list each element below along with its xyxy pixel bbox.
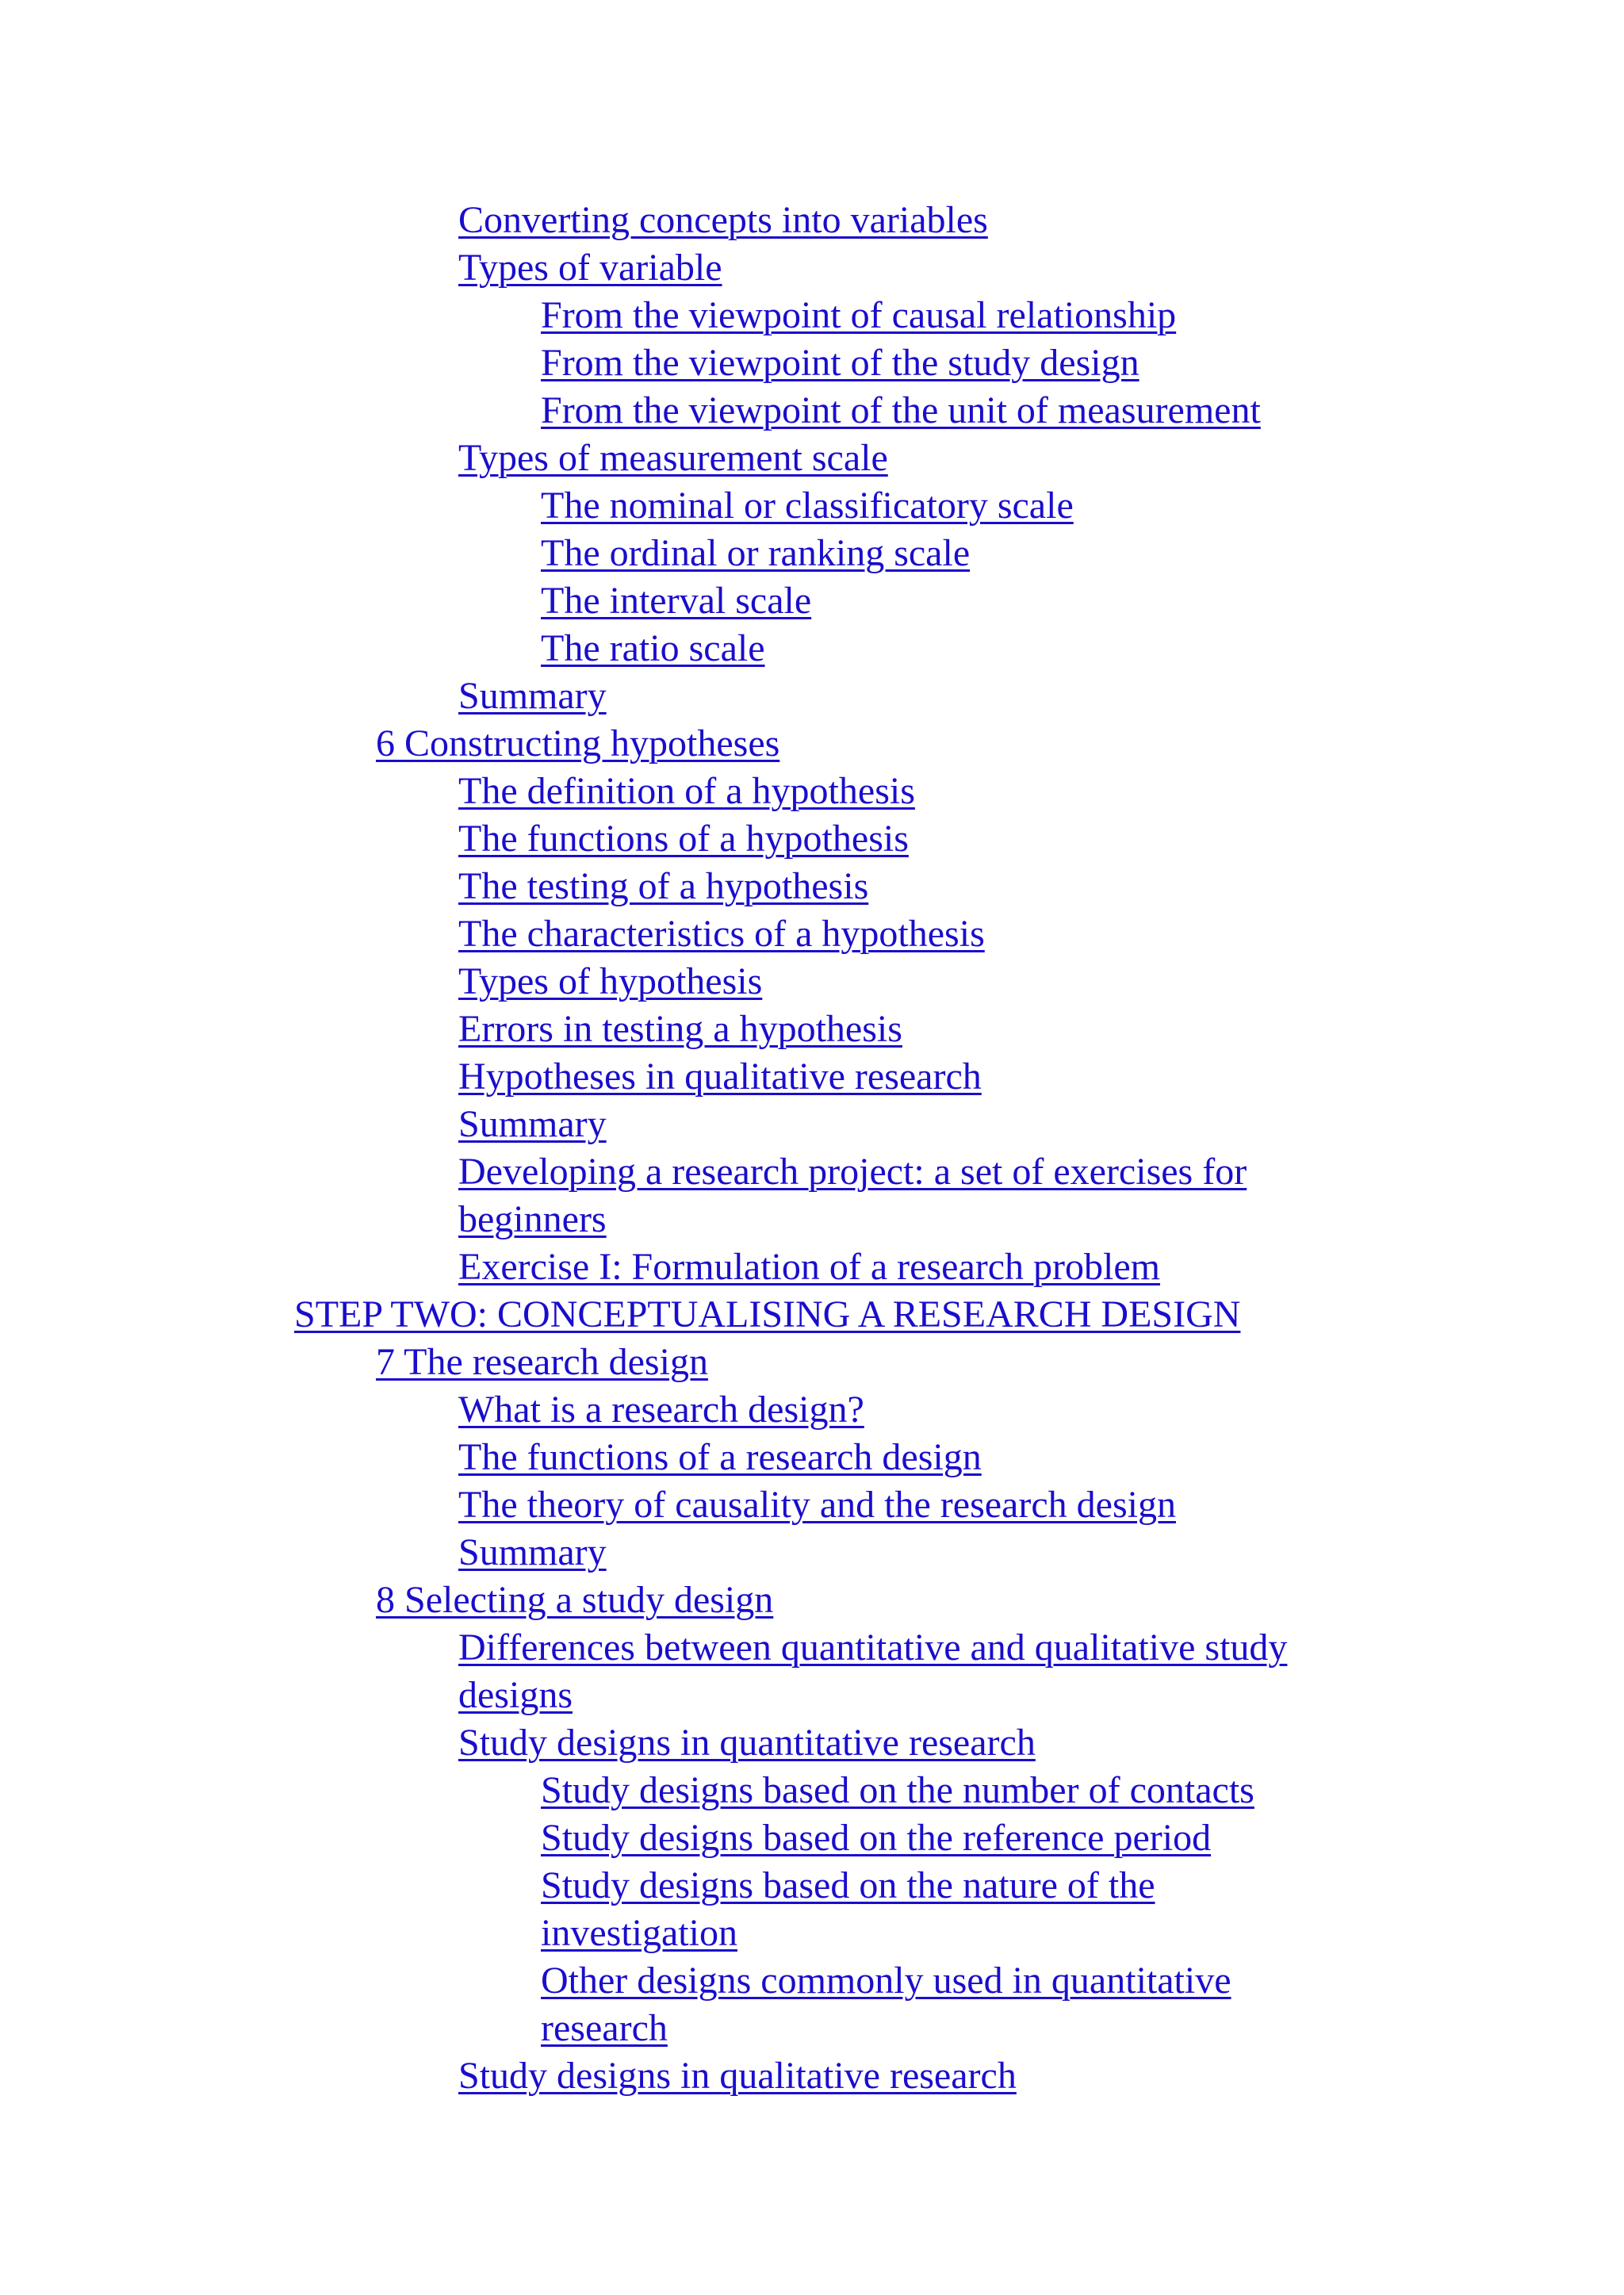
toc-entry (0, 1577, 1624, 1624)
toc-link[interactable]: Hypotheses in qualitative research (458, 1056, 982, 1098)
toc-link[interactable]: The characteristics of a hypothesis (458, 913, 985, 955)
toc-entry (0, 1767, 1624, 1814)
toc-link[interactable]: STEP TWO: CONCEPTUALISING A RESEARCH DESIGN (294, 1293, 1241, 1335)
table-of-contents (0, 197, 1624, 2100)
toc-link[interactable]: Developing a research project: a set of exercises for beginners (458, 1151, 1247, 1240)
toc-entry (0, 197, 1624, 244)
toc-link[interactable]: The definition of a hypothesis (458, 770, 915, 812)
toc-link[interactable]: Study designs based on the nature of the investigation (541, 1864, 1155, 1954)
toc-entry (0, 435, 1624, 482)
toc-entry (0, 1101, 1624, 1148)
toc-entry (0, 1243, 1624, 1291)
toc-entry (0, 958, 1624, 1006)
toc-link[interactable]: The functions of a research design (458, 1436, 982, 1478)
toc-link[interactable]: Types of measurement scale (458, 437, 888, 479)
toc-entry (0, 910, 1624, 958)
toc-entry (0, 815, 1624, 863)
toc-entry (0, 1529, 1624, 1577)
toc-link[interactable]: 7 The research design (376, 1341, 708, 1383)
toc-entry (0, 672, 1624, 720)
toc-entry (0, 1957, 1624, 2052)
toc-link[interactable]: The theory of causality and the research design (458, 1484, 1176, 1526)
toc-link[interactable]: Study designs based on the reference period (541, 1817, 1212, 1859)
toc-entry (0, 625, 1624, 672)
toc-entry (0, 1291, 1624, 1339)
toc-link[interactable]: Errors in testing a hypothesis (458, 1008, 902, 1050)
toc-link[interactable]: Converting concepts into variables (458, 199, 988, 241)
toc-link[interactable]: Summary (458, 1531, 607, 1573)
toc-link[interactable]: From the viewpoint of causal relationship (541, 294, 1177, 336)
toc-link[interactable]: Summary (458, 675, 607, 717)
toc-link[interactable]: What is a research design? (458, 1389, 864, 1431)
toc-entry (0, 1719, 1624, 1767)
toc-link[interactable]: The interval scale (541, 580, 812, 622)
toc-link[interactable]: 6 Constructing hypotheses (376, 722, 780, 764)
toc-entry (0, 292, 1624, 339)
toc-entry (0, 1481, 1624, 1529)
toc-link[interactable]: The ordinal or ranking scale (541, 532, 971, 574)
toc-entry (0, 577, 1624, 625)
toc-link[interactable]: The nominal or classificatory scale (541, 485, 1074, 527)
toc-entry (0, 339, 1624, 387)
toc-link[interactable]: Differences between quantitative and qualitative study designs (458, 1626, 1288, 1716)
toc-link[interactable]: Types of hypothesis (458, 960, 763, 1002)
toc-link[interactable]: Types of variable (458, 247, 722, 289)
toc-link[interactable]: Other designs commonly used in quantitative research (541, 1960, 1231, 2049)
toc-link[interactable]: The functions of a hypothesis (458, 818, 909, 860)
toc-entry (0, 1053, 1624, 1101)
toc-link[interactable]: 8 Selecting a study design (376, 1579, 774, 1621)
toc-link[interactable]: Exercise I: Formulation of a research problem (458, 1246, 1160, 1288)
toc-link[interactable]: From the viewpoint of the study design (541, 342, 1139, 384)
toc-entry (0, 387, 1624, 435)
toc-link[interactable]: The testing of a hypothesis (458, 865, 869, 907)
toc-entry (0, 1434, 1624, 1481)
toc-entry (0, 530, 1624, 577)
toc-entry (0, 482, 1624, 530)
toc-entry (0, 1148, 1624, 1243)
toc-link[interactable]: From the viewpoint of the unit of measurement (541, 389, 1261, 431)
toc-entry (0, 1862, 1624, 1957)
toc-entry (0, 244, 1624, 292)
toc-entry (0, 863, 1624, 910)
toc-link[interactable]: Study designs in qualitative research (458, 2055, 1017, 2097)
toc-entry (0, 1814, 1624, 1862)
toc-entry (0, 1386, 1624, 1434)
toc-entry (0, 1006, 1624, 1053)
toc-entry (0, 768, 1624, 815)
toc-link[interactable]: Study designs based on the number of contacts (541, 1769, 1254, 1811)
toc-entry (0, 1624, 1624, 1719)
toc-link[interactable]: The ratio scale (541, 627, 765, 669)
toc-entry (0, 1339, 1624, 1386)
toc-link[interactable]: Study designs in quantitative research (458, 1722, 1036, 1764)
toc-entry (0, 720, 1624, 768)
toc-entry (0, 2052, 1624, 2100)
toc-link[interactable]: Summary (458, 1103, 607, 1145)
